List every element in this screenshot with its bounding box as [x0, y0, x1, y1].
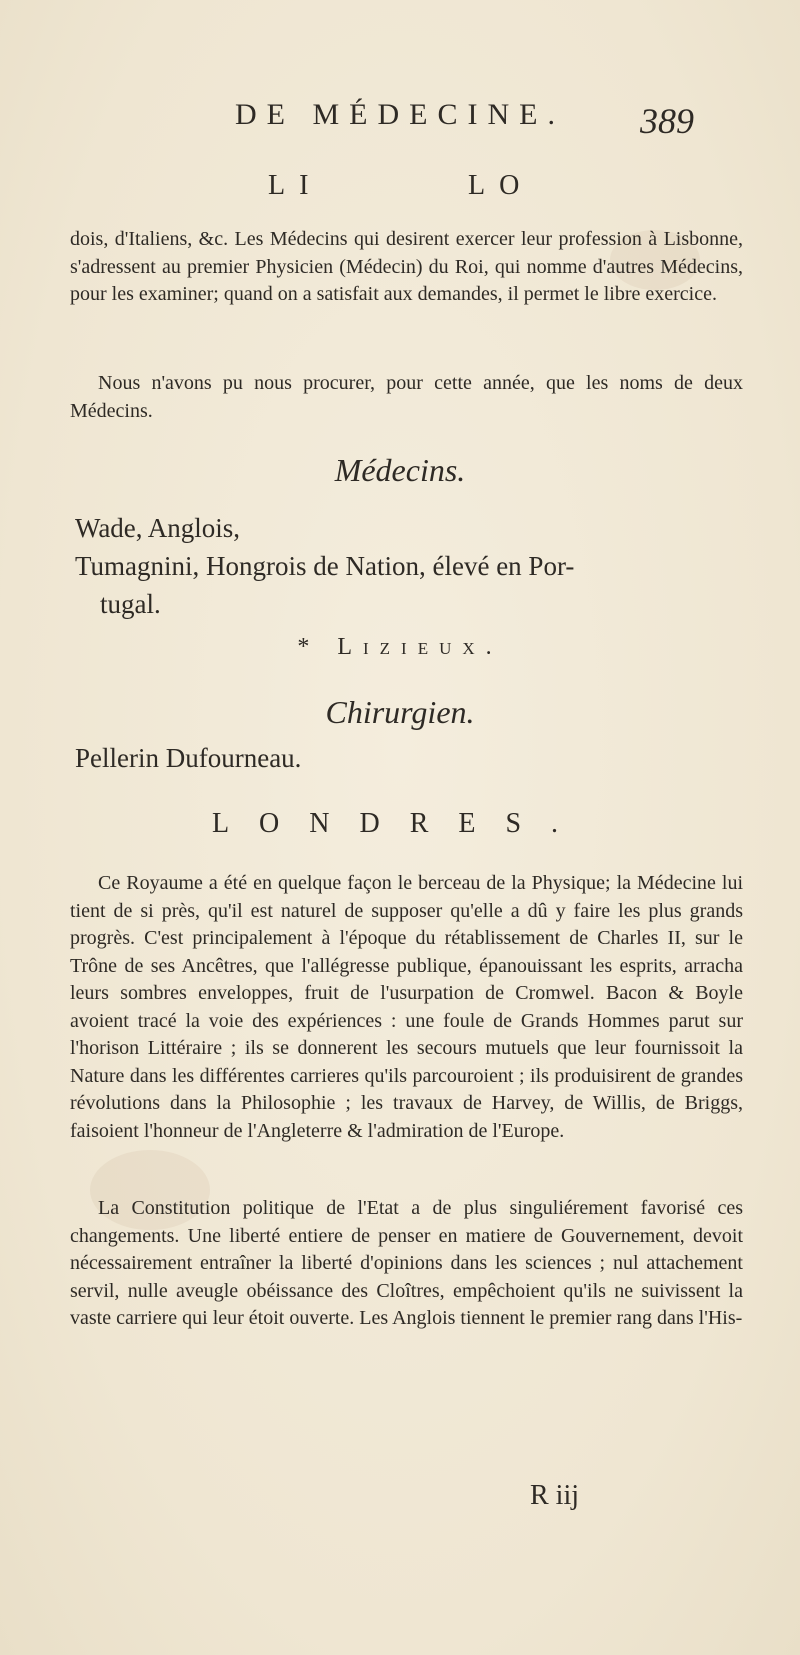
page-number: 389: [640, 101, 694, 141]
signature-mark: R iij: [530, 1480, 580, 1511]
londres-paragraph-1: Ce Royaume a été en quelque façon le berceau de la Physique; la Médecine lui tient de si près, qu'il est naturel de supposer qu'elle a dû y faire les plus grands progrès. C'est principalement à l'époque du rétablissement de Charles II, sur le Trône de ses Ancêtres, que l'allégresse publique, épanouissant les esprits, arracha leurs sombres enveloppes, fruit de l'usurpation de Cromwel. Bacon & Boyle avoient tracé la voie des expériences : une foule de Grands Hommes parut sur l'horison Littéraire ; ils se donnerent les secours mutuels que leur fournissoit la Nature dans les différentes carrieres qu'ils parcouroient ; ils produisirent de grandes révolutions dans la Philosophie ; les travaux de Harvey, de Willis, de Briggs, faisoient l'honneur de l'Angleterre & l'admiration de l'Europe.: [70, 872, 743, 1142]
index-letters: [0, 170, 800, 210]
index-letter-right: LO: [468, 170, 534, 201]
medecins-heading: Médecins.: [334, 452, 466, 488]
medecin-entry: Tumagnini, Hongrois de Nation, élevé en Por-: [75, 551, 575, 581]
londres-heading: LONDRES.: [211, 808, 589, 839]
medecin-entry: Wade, Anglois,: [75, 513, 241, 543]
opening-paragraph: dois, d'Italiens, &c. Les Médecins qui desirent exercer leur profession à Lisbonne, s'adressent au premier Physicien (Médecin) du Roi, qui nomme d'autres Médecins, pour les examiner; quand on a satisfait aux demandes, il permet le libre exercice.: [70, 228, 743, 305]
index-letter-left: LI: [268, 170, 323, 201]
second-paragraph: Nous n'avons pu nous procurer, pour cette année, que les noms de deux Médecins.: [70, 372, 743, 422]
chirurgien-heading: Chirurgien.: [325, 694, 475, 730]
londres-paragraph-2: La Constitution politique de l'Etat a de plus singuliérement favorisé ces changements. Une liberté entiere de penser en matiere de Gouvernement, devoit nécessairement entraîner la liberté d'opinions dans les sciences ; nul attachement servil, nulle aveugle obéissance des Cloîtres, empêchoient qu'ils ne suivissent la vaste carriere qui leur étoit ouverte. Les Anglois tiennent le premier rang dans l'His-: [70, 1197, 743, 1329]
chirurgien-name: Pellerin Dufourneau.: [75, 743, 302, 773]
running-head: DE MÉDECINE.: [235, 98, 565, 131]
medecin-entry-continued: tugal.: [100, 589, 161, 619]
lizieux-heading: * Lizieux.: [297, 634, 503, 660]
